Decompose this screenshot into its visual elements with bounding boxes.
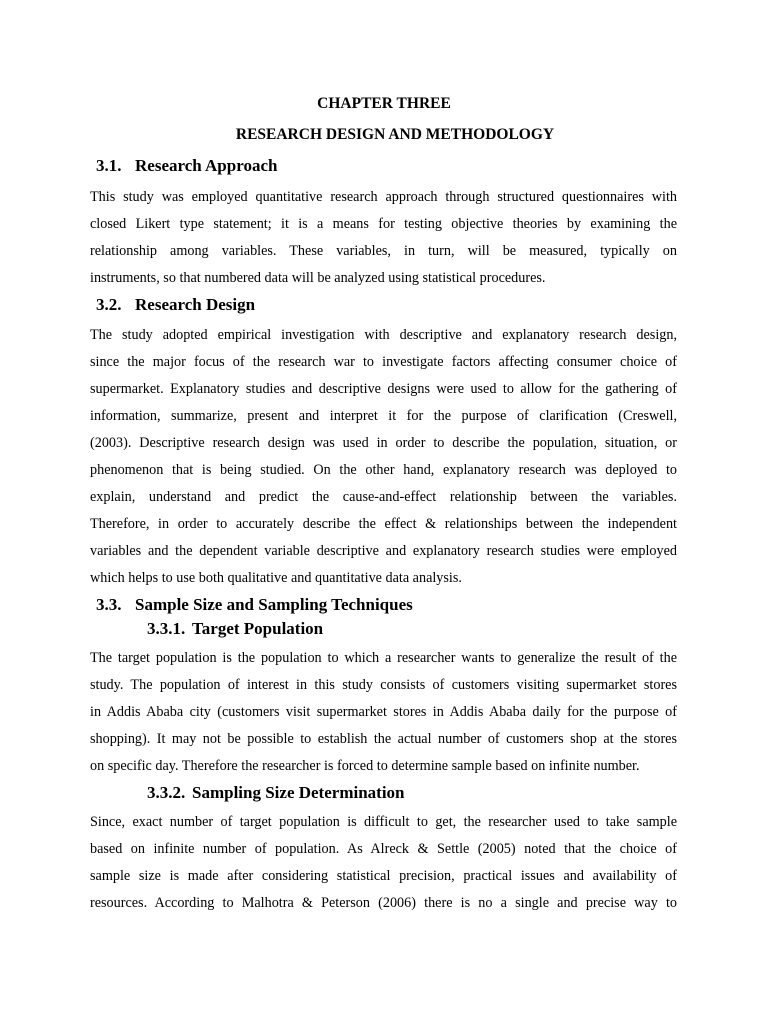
section-title: Research Design <box>135 295 256 314</box>
paragraph-line: Therefore, in order to accurately describe the effect & relationships between the independent <box>90 516 677 532</box>
section-title: Target Population <box>192 619 324 638</box>
paragraph-line: The target population is the population to which a researcher wants to generalize the result of the <box>90 650 677 666</box>
paragraph-line: The study adopted empirical investigation with descriptive and explanatory research design, <box>90 327 677 343</box>
paragraph-research-approach <box>90 184 677 292</box>
paragraph-line: This study was employed quantitative research approach through structured questionnaires with <box>90 189 677 205</box>
paragraph-line: instruments, so that numbered data will be analyzed using statistical procedures. <box>90 270 546 286</box>
section-number: 3.1. <box>96 156 122 175</box>
paragraph-line: explain, understand and predict the cause-and-effect relationship between the variables. <box>90 489 677 505</box>
section-title: Research Approach <box>135 156 278 175</box>
section-number: 3.3.2. <box>147 783 186 802</box>
paragraph-line: variables and the dependent variable descriptive and explanatory research studies were employed <box>90 543 677 559</box>
paragraph-line: phenomenon that is being studied. On the other hand, explanatory research was deployed to <box>90 462 677 478</box>
subsection-heading-3-3-2 <box>147 782 405 804</box>
paragraph-line: relationship among variables. These variables, in turn, will be measured, typically on <box>90 243 677 259</box>
paragraph-line: closed Likert type statement; it is a means for testing objective theories by examining the <box>90 216 677 232</box>
paragraph-sampling-size <box>90 809 677 917</box>
section-number: 3.3. <box>96 595 122 614</box>
section-heading-3-3 <box>96 594 413 616</box>
chapter-title: CHAPTER THREE <box>317 95 451 112</box>
paragraph-line: since the major focus of the research war to investigate factors affecting consumer choice of <box>90 354 677 370</box>
paragraph-line: study. The population of interest in this study consists of customers visiting supermarket stores <box>90 677 677 693</box>
section-heading-3-1 <box>96 155 277 177</box>
paragraph-line: on specific day. Therefore the researcher is forced to determine sample based on infinite number. <box>90 758 640 774</box>
section-number: 3.3.1. <box>147 619 186 638</box>
paragraph-line: (2003). Descriptive research design was used in order to describe the population, situation, or <box>90 435 677 451</box>
section-heading-3-2 <box>96 294 255 316</box>
paragraph-line: in Addis Ababa city (customers visit supermarket stores in Addis Ababa daily for the purpose of <box>90 704 677 720</box>
paragraph-line: sample size is made after considering statistical precision, practical issues and availability of <box>90 868 677 884</box>
paragraph-line: Since, exact number of target population is difficult to get, the researcher used to take sample <box>90 814 677 830</box>
section-title: Sample Size and Sampling Techniques <box>135 595 413 614</box>
paragraph-line: supermarket. Explanatory studies and descriptive designs were used to allow for the gathering of <box>90 381 677 397</box>
paragraph-line: based on infinite number of population. As Alreck & Settle (2005) noted that the choice of <box>90 841 677 857</box>
paragraph-line: which helps to use both qualitative and quantitative data analysis. <box>90 570 462 586</box>
paragraph-target-population <box>90 645 677 780</box>
chapter-subtitle: RESEARCH DESIGN AND METHODOLOGY <box>235 126 555 143</box>
paragraph-line: resources. According to Malhotra & Peterson (2006) there is no a single and precise way to <box>90 895 677 911</box>
paragraph-research-design <box>90 322 677 592</box>
paragraph-line: information, summarize, present and interpret it for the purpose of clarification (Creswell, <box>90 408 677 424</box>
section-title: Sampling Size Determination <box>192 783 405 802</box>
subsection-heading-3-3-1 <box>147 618 323 640</box>
paragraph-line: shopping). It may not be possible to establish the actual number of customers shop at the stores <box>90 731 677 747</box>
section-number: 3.2. <box>96 295 122 314</box>
